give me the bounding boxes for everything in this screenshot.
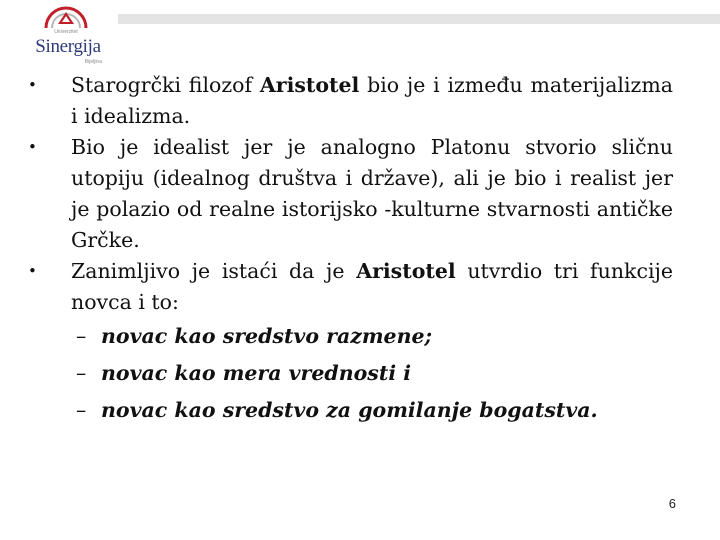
bullet-item [28, 70, 673, 132]
sub-item [28, 392, 673, 429]
bullet-text: Zanimljivo je istaći da je [71, 259, 357, 283]
sub-item-text: novac kao sredstvo razmene; [101, 324, 433, 348]
header-bar [118, 14, 720, 24]
logo-bottom-text: Bijeljina [84, 59, 102, 65]
sub-item-text: novac kao mera vrednosti i [101, 361, 412, 385]
bullet-dot: • [28, 262, 37, 280]
dash-marker: – [76, 361, 87, 385]
bullet-bold-text: Aristotel [259, 73, 360, 97]
slide-content [28, 70, 673, 429]
bullet-text: utvrdio tri funkcije novca i to: [71, 259, 673, 314]
bullet-item [28, 132, 673, 256]
sub-item [28, 355, 673, 392]
bullet-text: Starogrčki filozof [71, 73, 260, 97]
logo-name: Sinergija [35, 36, 101, 57]
sub-item-text: novac kao sredstvo za gomilanje bogatstva. [101, 398, 598, 422]
bullet-dot: • [28, 76, 37, 94]
bullet-item [28, 256, 673, 318]
bullet-dot: • [28, 138, 37, 156]
sub-item [28, 318, 673, 355]
logo-top-text: Univerzitet [54, 29, 78, 35]
bullet-text: Bio je idealist jer je analogno Platonu stvorio sličnu utopiju (idealnog društva i države), ali je bio i realist jer je polazio od realne istorijsko -kulturne stvarnosti antičke Grčke. [71, 135, 673, 252]
university-logo [20, 6, 112, 64]
bullet-text: bio je i između materijalizma i idealizma. [71, 73, 673, 128]
dash-marker: – [76, 398, 87, 422]
dash-marker: – [76, 324, 87, 348]
bullet-bold-text: Aristotel [356, 259, 456, 283]
page-number: 6 [668, 496, 676, 511]
